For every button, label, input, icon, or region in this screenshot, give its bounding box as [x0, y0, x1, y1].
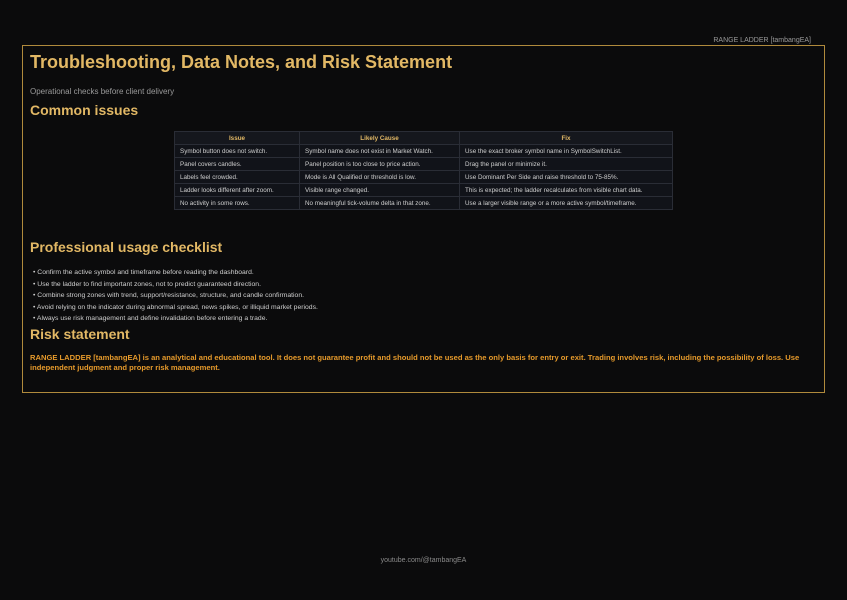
content-frame: [22, 45, 825, 393]
list-item: • Always use risk management and define invalidation before entering a trade.: [33, 313, 318, 325]
table-cell-cause: Panel position is too close to price action.: [300, 158, 460, 171]
table-cell-fix: Drag the panel or minimize it.: [460, 158, 673, 171]
table-cell-cause: Symbol name does not exist in Market Watch.: [300, 145, 460, 158]
table-cell-fix: Use Dominant Per Side and raise threshold to 75-85%.: [460, 171, 673, 184]
column-header-likely-cause: Likely Cause: [300, 132, 460, 145]
table-row: [175, 197, 673, 210]
usage-checklist: [33, 267, 318, 325]
list-item: • Confirm the active symbol and timeframe before reading the dashboard.: [33, 267, 318, 279]
table-row: [175, 184, 673, 197]
table-cell-issue: Symbol button does not switch.: [175, 145, 300, 158]
table-cell-cause: No meaningful tick-volume delta in that zone.: [300, 197, 460, 210]
issues-table: [174, 131, 673, 210]
list-item: • Avoid relying on the indicator during abnormal spread, news spikes, or illiquid market periods.: [33, 302, 318, 314]
risk-heading: Risk statement: [30, 326, 130, 342]
checklist-heading: Professional usage checklist: [30, 239, 223, 255]
table-cell-issue: Ladder looks different after zoom.: [175, 184, 300, 197]
risk-statement: RANGE LADDER [tambangEA] is an analytical and educational tool. It does not guarantee profit and should not be used as the only basis for entry or exit. Trading involves risk, including the possibility of loss. Use independent judgment and proper risk management.: [30, 353, 800, 372]
table-row: [175, 171, 673, 184]
table-cell-cause: Mode is All Qualified or threshold is low.: [300, 171, 460, 184]
list-item: • Combine strong zones with trend, support/resistance, structure, and candle confirmation.: [33, 290, 318, 302]
table-row: [175, 158, 673, 171]
table-cell-issue: No activity in some rows.: [175, 197, 300, 210]
list-item: • Use the ladder to find important zones, not to predict guaranteed direction.: [33, 279, 318, 291]
header-brand: RANGE LADDER [tambangEA]: [713, 37, 811, 44]
footer-link[interactable]: youtube.com/@tambangEA: [380, 557, 467, 564]
column-header-fix: Fix: [460, 132, 673, 145]
table-cell-fix: This is expected; the ladder recalculates from visible chart data.: [460, 184, 673, 197]
column-header-issue: Issue: [175, 132, 300, 145]
table-row: [175, 145, 673, 158]
common-issues-heading: Common issues: [30, 102, 139, 118]
table-cell-cause: Visible range changed.: [300, 184, 460, 197]
table-header-row: [175, 132, 673, 145]
table-cell-issue: Labels feel crowded.: [175, 171, 300, 184]
table-cell-fix: Use the exact broker symbol name in SymbolSwitchList.: [460, 145, 673, 158]
page-subtitle: Operational checks before client delivery: [30, 87, 175, 96]
table-cell-issue: Panel covers candles.: [175, 158, 300, 171]
page-title: Troubleshooting, Data Notes, and Risk Statement: [30, 52, 453, 72]
table-cell-fix: Use a larger visible range or a more active symbol/timeframe.: [460, 197, 673, 210]
